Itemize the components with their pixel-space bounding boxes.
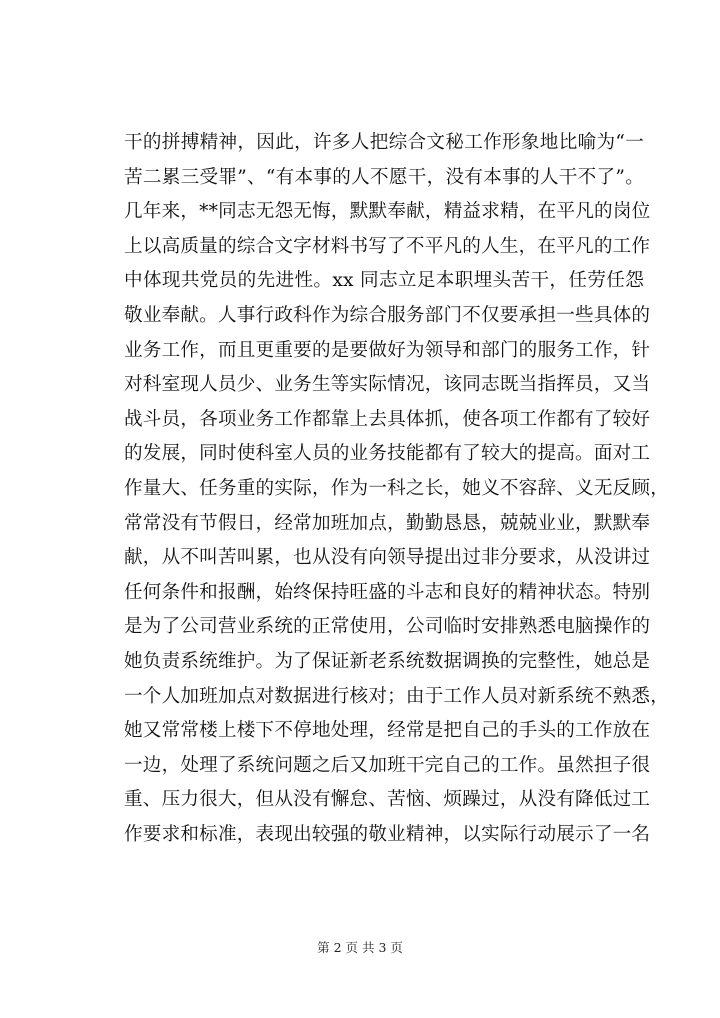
- text-line: 作量大、任务重的实际，作为一科之长，她义不容辞、义无反顾，: [124, 477, 670, 499]
- text-line: 业务工作，而且更重要的是要做好为领导和部门的服务工作，针: [124, 339, 651, 361]
- text-line: 作要求和标准，表现出较强的敬业精神，以实际行动展示了一名: [124, 823, 651, 845]
- body-text: [124, 126, 670, 852]
- text-line: 任何条件和报酬，始终保持旺盛的斗志和良好的精神状态。特别: [124, 581, 651, 603]
- text-line: 上以高质量的综合文字材料书写了不平凡的人生，在平凡的工作: [124, 235, 651, 257]
- page-number-footer: 第 2 页 共 3 页: [317, 940, 403, 955]
- text-line: 重、压力很大，但从没有懈怠、苦恼、烦躁过，从没有降低过工: [124, 789, 651, 811]
- text-line: 一个人加班加点对数据进行核对；由于工作人员对新系统不熟悉，: [124, 685, 670, 707]
- text-line: 一边，处理了系统问题之后又加班干完自己的工作。虽然担子很: [124, 754, 651, 776]
- text-line: 常常没有节假日，经常加班加点，勤勤恳恳，兢兢业业，默默奉: [124, 512, 651, 534]
- text-line: 苦二累三受罪”、“有本事的人不愿干，没有本事的人干不了”。: [124, 166, 644, 188]
- text-line: 的发展，同时使科室人员的业务技能都有了较大的提高。面对工: [124, 443, 651, 465]
- text-line: 她又常常楼上楼下不停地处理，经常是把自己的手头的工作放在: [124, 720, 651, 742]
- text-line: 几年来，**同志无怨无悔，默默奉献，精益求精，在平凡的岗位: [124, 201, 651, 223]
- text-line: 她负责系统维护。为了保证新老系统数据调换的完整性，她总是: [124, 650, 651, 672]
- text-line: 献，从不叫苦叫累，也从没有向领导提出过非分要求，从没讲过: [124, 547, 651, 569]
- text-line: 战斗员，各项业务工作都靠上去具体抓，使各项工作都有了较好: [124, 408, 651, 430]
- text-line: 是为了公司营业系统的正常使用，公司临时安排熟悉电脑操作的: [124, 616, 651, 638]
- text-line: 对科室现人员少、业务生等实际情况，该同志既当指挥员，又当: [124, 374, 651, 396]
- text-line: 干的拼搏精神，因此，许多人把综合文秘工作形象地比喻为“一: [124, 132, 644, 153]
- text-line: 中体现共党员的先进性。xx 同志立足本职埋头苦干，任劳任怨: [124, 270, 644, 292]
- text-line: 敬业奉献。人事行政科作为综合服务部门不仅要承担一些具体的: [124, 304, 651, 326]
